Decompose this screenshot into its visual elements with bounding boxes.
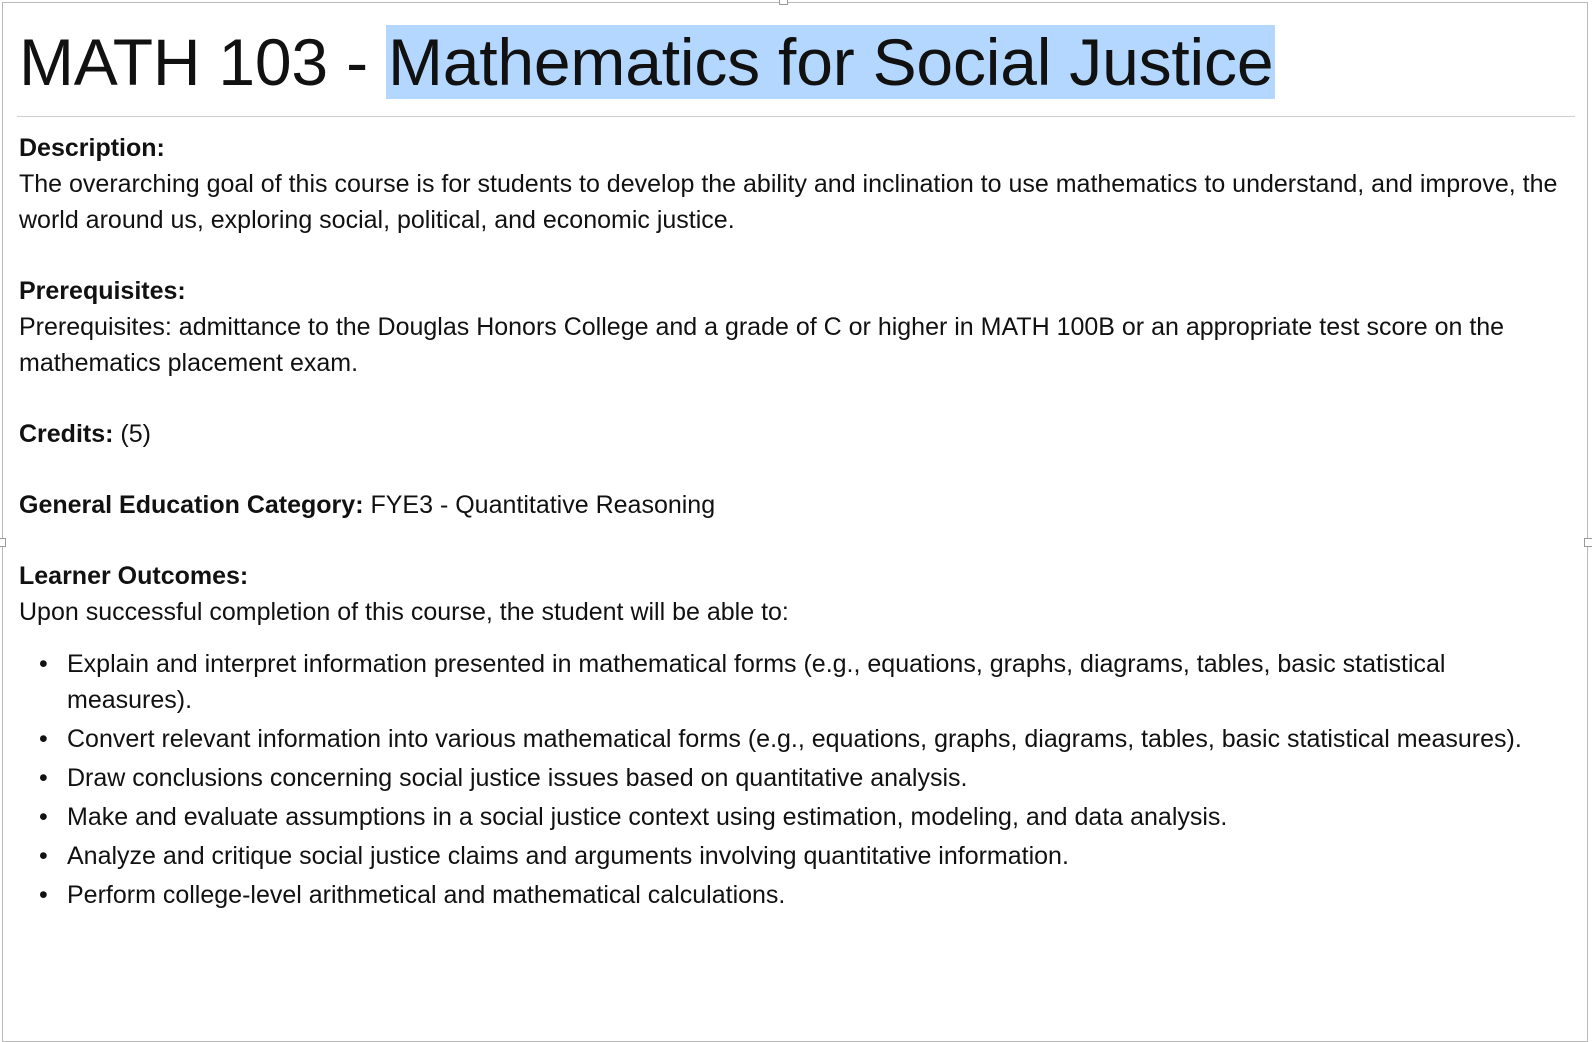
resize-handle-top[interactable] [779, 0, 788, 5]
list-item-text: Convert relevant information into various mathematical forms (e.g., equations, graphs, diagrams, tables, basic statistical measures). [67, 725, 1522, 753]
bullet-icon: • [39, 725, 48, 753]
gen-ed-value: FYE3 - Quantitative Reasoning [370, 491, 716, 519]
prerequisites-section [19, 273, 1574, 381]
list-item-text: Draw conclusions concerning social justice issues based on quantitative analysis. [67, 764, 968, 792]
credits-section [19, 416, 1574, 452]
bullet-icon: • [39, 881, 48, 909]
list-item [19, 877, 1574, 913]
list-item-text: Perform college-level arithmetical and mathematical calculations. [67, 881, 786, 909]
description-label: Description: [19, 134, 165, 162]
resize-handle-right[interactable] [1584, 538, 1592, 547]
bullet-icon: • [39, 803, 48, 831]
list-item [19, 760, 1574, 796]
title-divider [17, 116, 1575, 117]
list-item-text: Make and evaluate assumptions in a social justice context using estimation, modeling, and data analysis. [67, 803, 1228, 831]
learner-outcomes-label: Learner Outcomes: [19, 562, 249, 590]
resize-handle-left[interactable] [0, 538, 6, 547]
bullet-icon: • [39, 650, 48, 678]
bullet-icon: • [39, 842, 48, 870]
learner-outcomes-list [19, 646, 1574, 913]
page-title[interactable] [19, 14, 1574, 110]
prerequisites-label: Prerequisites: [19, 277, 186, 305]
list-item-text: Analyze and critique social justice claims and arguments involving quantitative information. [67, 842, 1069, 870]
document-body[interactable] [19, 14, 1574, 916]
list-item [19, 721, 1574, 757]
gen-ed-label: General Education Category: [19, 491, 364, 519]
title-course-code: MATH 103 - [19, 25, 386, 99]
gen-ed-section [19, 487, 1574, 523]
list-item [19, 646, 1574, 718]
title-selected-text[interactable]: Mathematics for Social Justice [388, 25, 1274, 99]
credits-label: Credits: [19, 420, 114, 448]
credits-value: (5) [120, 420, 151, 448]
list-item [19, 799, 1574, 835]
description-text: The overarching goal of this course is for students to develop the ability and inclination to use mathematics to understand, and improve, the world around us, exploring social, political, and economic justice. [19, 170, 1558, 234]
description-section [19, 130, 1574, 238]
list-item-text: Explain and interpret information presented in mathematical forms (e.g., equations, graphs, diagrams, tables, basic statistical measures). [67, 650, 1446, 714]
prerequisites-text: Prerequisites: admittance to the Douglas Honors College and a grade of C or higher in MATH 100B or an appropriate test score on the mathematics placement exam. [19, 313, 1505, 377]
list-item [19, 838, 1574, 874]
learner-outcomes-section [19, 558, 1574, 630]
learner-outcomes-intro: Upon successful completion of this course, the student will be able to: [19, 598, 789, 626]
bullet-icon: • [39, 764, 48, 792]
